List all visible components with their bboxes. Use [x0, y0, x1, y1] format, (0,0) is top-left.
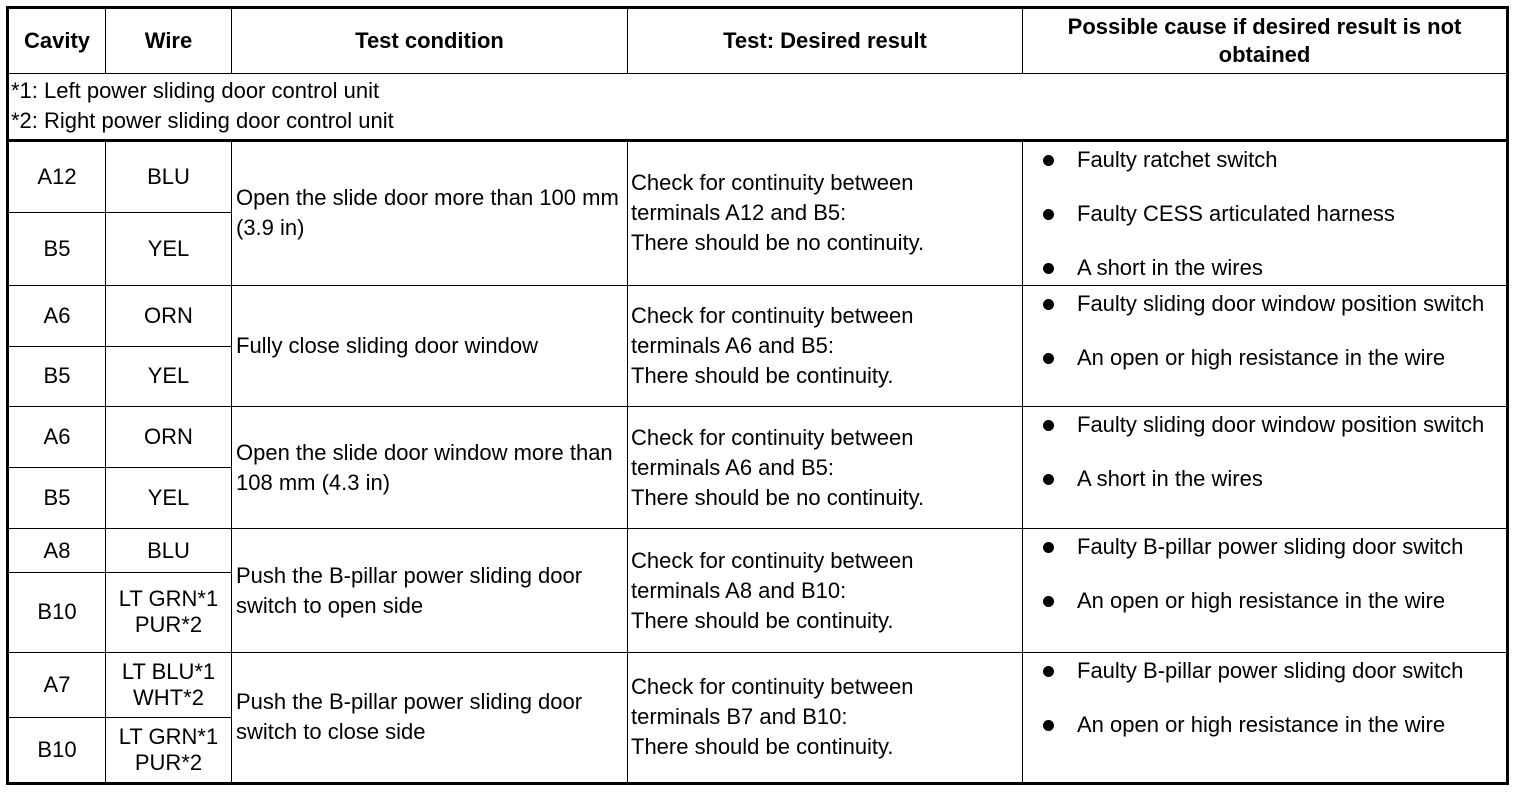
desired-result-cell: [628, 529, 1023, 652]
cause-item: [1043, 289, 1500, 319]
cavity-cell: B5: [8, 467, 106, 529]
bullet-icon: [1043, 209, 1054, 220]
note-right-unit: *2: Right power sliding door control unit: [11, 108, 394, 134]
wire-color: BLU: [147, 537, 190, 563]
cavity-cell: A6: [8, 407, 106, 468]
wire-cell: [106, 286, 232, 347]
result-line: terminals A6 and B5:: [631, 333, 835, 359]
notes-row: [8, 74, 1508, 141]
bullet-icon: [1043, 353, 1054, 364]
cavity-cell: A6: [8, 286, 106, 347]
result-line: Check for continuity between: [631, 303, 914, 329]
wire-color: PUR*2: [134, 750, 203, 776]
wire-color: LT BLU*1: [121, 658, 216, 684]
result-line: Check for continuity between: [631, 170, 914, 196]
cause-item: [1043, 464, 1500, 494]
wire-color: YEL: [147, 363, 190, 389]
cavity-cell: B5: [8, 213, 106, 286]
cavity-cell: A7: [8, 652, 106, 718]
possible-cause-cell: [1023, 529, 1508, 652]
table-row: [8, 286, 1508, 347]
result-line: There should be continuity.: [631, 607, 894, 633]
cause-item: [1043, 656, 1500, 686]
cause-text: Faulty B-pillar power sliding door switch: [1077, 534, 1464, 560]
wire-cell: [106, 346, 232, 407]
result-line: There should be continuity.: [631, 734, 894, 760]
cause-text: Faulty CESS articulated harness: [1077, 200, 1395, 226]
result-line: There should be continuity.: [631, 363, 894, 389]
bullet-icon: [1043, 596, 1054, 607]
wire-cell: [106, 652, 232, 718]
desired-result-cell: [628, 407, 1023, 529]
table-row: [8, 140, 1508, 213]
desired-result-cell: [628, 652, 1023, 783]
wire-color: PUR*2: [134, 612, 203, 638]
header-desired-result: Test: Desired result: [628, 8, 1023, 74]
wire-color: ORN: [144, 302, 193, 328]
wire-color: YEL: [147, 236, 190, 262]
header-cavity: Cavity: [8, 8, 106, 74]
test-condition-cell: Push the B-pillar power sliding door switch to open side: [232, 529, 628, 652]
wire-color: LT GRN*1: [118, 586, 219, 612]
bullet-icon: [1043, 299, 1054, 310]
cause-text: A short in the wires: [1077, 254, 1263, 280]
wire-cell: [106, 529, 232, 572]
table-row: [8, 529, 1508, 572]
cause-text: An open or high resistance in the wire: [1077, 345, 1446, 371]
wiring-test-table: [6, 6, 1509, 785]
cavity-cell: B10: [8, 572, 106, 652]
cavity-cell: B5: [8, 346, 106, 407]
header-test-condition: Test condition: [232, 8, 628, 74]
result-line: Check for continuity between: [631, 424, 914, 450]
result-line: There should be no continuity.: [631, 230, 925, 256]
bullet-icon: [1043, 263, 1054, 274]
result-line: terminals A6 and B5:: [631, 454, 835, 480]
wire-cell: [106, 213, 232, 286]
possible-cause-cell: [1023, 652, 1508, 783]
wire-cell: [106, 140, 232, 213]
wire-cell: [106, 572, 232, 652]
test-condition-cell: Fully close sliding door window: [232, 286, 628, 407]
note-left-unit: *1: Left power sliding door control unit: [11, 78, 380, 104]
wire-color: LT GRN*1: [118, 724, 219, 750]
possible-cause-cell: [1023, 407, 1508, 529]
result-line: Check for continuity between: [631, 547, 914, 573]
test-condition-cell: Open the slide door window more than 108 mm (4.3 in): [232, 407, 628, 529]
wire-color: BLU: [147, 164, 190, 189]
wire-cell: [106, 407, 232, 468]
cause-text: Faulty sliding door window position switch: [1077, 291, 1485, 317]
cause-item: [1043, 145, 1500, 175]
bullet-icon: [1043, 420, 1054, 431]
bullet-icon: [1043, 474, 1054, 485]
cause-text: Faulty ratchet switch: [1077, 146, 1278, 172]
cause-text: A short in the wires: [1077, 466, 1263, 492]
cause-text: Faulty sliding door window position switch: [1077, 412, 1485, 438]
notes-cell: [8, 74, 1508, 141]
cause-item: [1043, 199, 1500, 229]
test-condition-cell: Open the slide door more than 100 mm (3.9 in): [232, 140, 628, 285]
result-line: There should be no continuity.: [631, 484, 925, 510]
possible-cause-cell: [1023, 286, 1508, 407]
possible-cause-cell: [1023, 140, 1508, 285]
cause-item: [1043, 532, 1500, 562]
bullet-icon: [1043, 155, 1054, 166]
wire-cell: [106, 467, 232, 529]
bullet-icon: [1043, 666, 1054, 677]
result-line: terminals A12 and B5:: [631, 200, 847, 226]
wire-cell: [106, 718, 232, 784]
cause-item: [1043, 710, 1500, 740]
cause-text: An open or high resistance in the wire: [1077, 588, 1446, 614]
header-possible-cause: Possible cause if desired result is not obtained: [1023, 8, 1508, 74]
wire-color: YEL: [147, 485, 190, 511]
cause-item: [1043, 343, 1500, 373]
cause-text: An open or high resistance in the wire: [1077, 711, 1446, 737]
test-condition-cell: Push the B-pillar power sliding door switch to close side: [232, 652, 628, 783]
table-row: [8, 407, 1508, 468]
desired-result-cell: [628, 140, 1023, 285]
cause-item: [1043, 586, 1500, 616]
cause-item: [1043, 253, 1500, 283]
header-row: [8, 8, 1508, 74]
cause-item: [1043, 410, 1500, 440]
desired-result-cell: [628, 286, 1023, 407]
cause-text: Faulty B-pillar power sliding door switch: [1077, 657, 1464, 683]
result-line: terminals B7 and B10:: [631, 704, 848, 730]
table-row: [8, 652, 1508, 718]
bullet-icon: [1043, 720, 1054, 731]
cavity-cell: A8: [8, 529, 106, 572]
result-line: terminals A8 and B10:: [631, 577, 847, 603]
header-wire: Wire: [106, 8, 232, 74]
bullet-icon: [1043, 542, 1054, 553]
cavity-cell: A12: [8, 140, 106, 213]
wire-color: ORN: [144, 424, 193, 450]
cavity-cell: B10: [8, 718, 106, 784]
wire-color: WHT*2: [133, 684, 204, 710]
result-line: Check for continuity between: [631, 674, 914, 700]
